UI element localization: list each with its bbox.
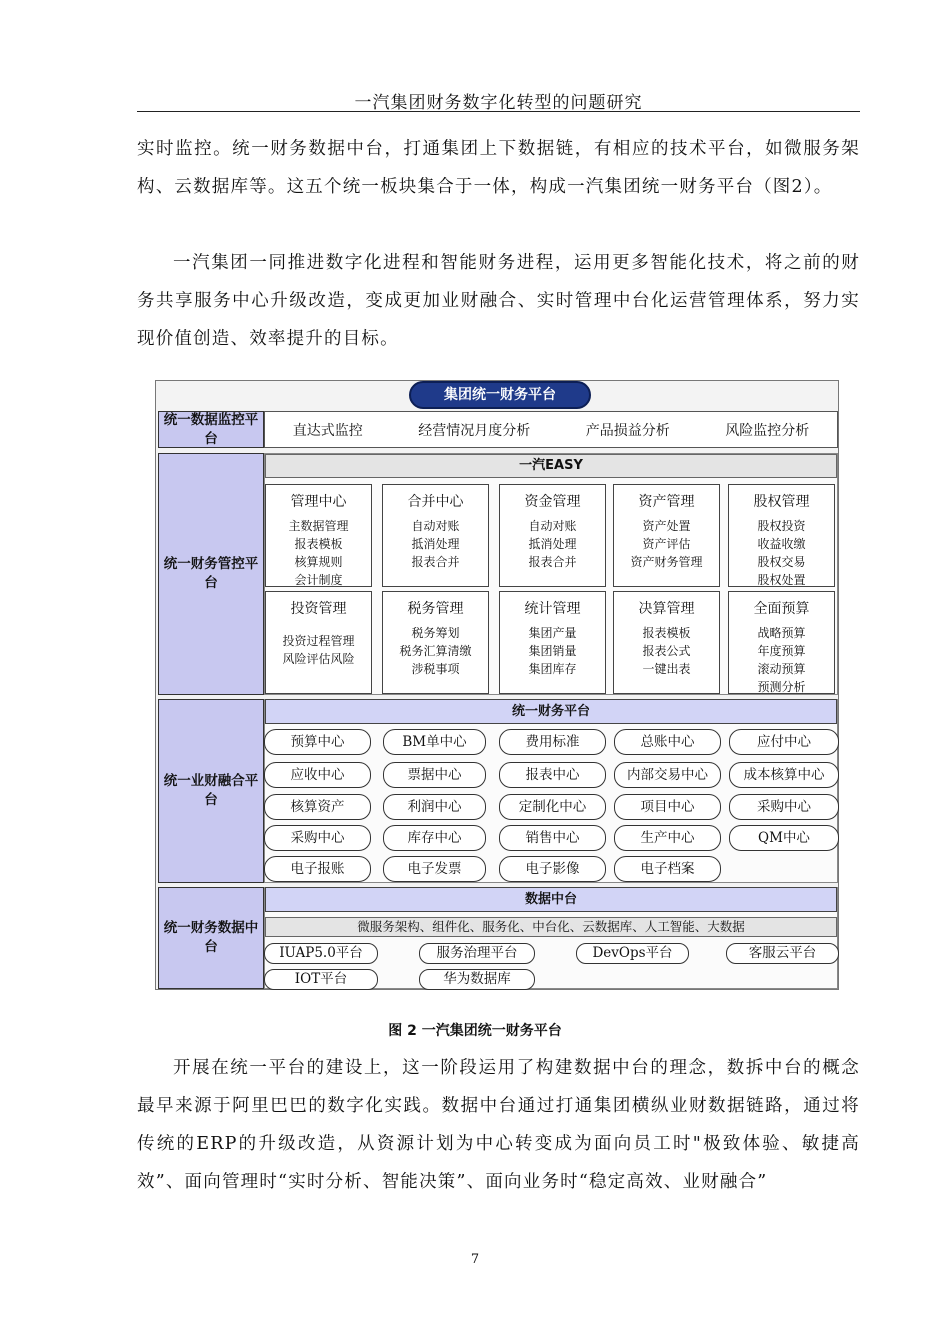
module-item: 报表合并	[411, 555, 460, 569]
module-title: 股权管理	[753, 494, 810, 510]
monitor-item: 产品损益分析	[585, 422, 670, 439]
module-item: 涉税事项	[411, 662, 460, 676]
module-item: 集团产量	[528, 626, 577, 640]
paragraph-2: 一汽集团一同推进数字化进程和智能财务进程，运用更多智能化技术，将之前的财务共享服务中心升级改造，变成更加业财融合、实时管理中台化运营管理体系，努力实现价值创造、效率提升的目标。	[137, 253, 860, 349]
layer-label-control: 统一财务管控平台	[158, 453, 264, 695]
running-header: 一汽集团财务数字化转型的问题研究	[354, 93, 643, 113]
module-card	[613, 591, 720, 694]
layer-label-data: 统一财务数据中台	[158, 887, 264, 989]
center-pill: 电子影像	[499, 856, 606, 882]
center-pill: 销售中心	[499, 825, 606, 851]
layer-label-monitor: 统一数据监控平台	[158, 411, 264, 448]
center-pill: 总账中心	[614, 729, 721, 755]
paragraph-3: 开展在统一平台的建设上，这一阶段运用了构建数据中台的理念，数拆中台的概念最早来源于阿里巴巴的数字化实践。数据中台通过打通集团横纵业财数据链路，通过将传统的ERP的升级改造，从资源计划为中心转变成为面向员工时"极致体验、敏捷高效”、面向管理时“实时分析、智能决策”、面向业务时“稳定高效、业财融合”	[137, 1058, 860, 1192]
module-title: 资金管理	[524, 494, 581, 510]
platform-pill: 客服云平台	[726, 943, 839, 964]
center-pill: 应付中心	[729, 729, 839, 755]
module-card	[382, 484, 489, 587]
platform-pill: 华为数据库	[419, 969, 535, 990]
easy-bar: 一汽EASY	[265, 454, 837, 478]
module-title: 统计管理	[524, 601, 581, 617]
center-pill: 利润中心	[383, 794, 486, 820]
module-card	[499, 484, 606, 587]
platform-pill: DevOps平台	[576, 943, 689, 964]
center-pill: 费用标准	[499, 729, 606, 755]
module-item: 股权处置	[757, 573, 806, 587]
header-rule	[137, 111, 860, 112]
module-item: 自动对账	[528, 519, 577, 533]
module-item: 抵消处理	[411, 537, 460, 551]
center-pill: 采购中心	[729, 794, 839, 820]
module-card	[382, 591, 489, 694]
module-item: 税务筹划	[411, 626, 460, 640]
monitor-items	[264, 411, 838, 448]
center-pill: 核算资产	[264, 794, 371, 820]
center-pill: 库存中心	[383, 825, 486, 851]
figure-platform-diagram	[155, 380, 839, 990]
module-card	[728, 591, 835, 694]
layer-label-fusion: 统一业财融合平台	[158, 699, 264, 883]
module-item: 集团销量	[528, 644, 577, 658]
center-pill: 项目中心	[614, 794, 721, 820]
module-card	[265, 484, 372, 587]
module-title: 管理中心	[290, 494, 347, 510]
fusion-bar: 统一财务平台	[265, 699, 837, 724]
center-pill: 内部交易中心	[614, 762, 721, 788]
module-item: 股权投资	[757, 519, 806, 533]
platform-pill: 服务治理平台	[419, 943, 535, 964]
module-card	[728, 484, 835, 587]
module-item: 资产财务管理	[630, 555, 703, 569]
module-item: 预测分析	[757, 680, 806, 694]
module-item: 抵消处理	[528, 537, 577, 551]
module-item: 主数据管理	[288, 519, 349, 533]
module-item: 报表公式	[642, 644, 691, 658]
module-item: 税务汇算清缴	[399, 644, 472, 658]
module-title: 资产管理	[638, 494, 695, 510]
center-pill: 定制化中心	[499, 794, 606, 820]
module-item: 报表模板	[642, 626, 691, 640]
center-pill: 电子发票	[383, 856, 486, 882]
module-item: 报表合并	[528, 555, 577, 569]
paragraph-1: 实时监控。统一财务数据中台，打通集团上下数据链，有相应的技术平台，如微服务架构、云数据库等。这五个统一板块集合于一体，构成一汽集团统一财务平台（图2）。	[137, 139, 860, 197]
tech-stack-bar: 微服务架构、组件化、服务化、中台化、云数据库、人工智能、大数据	[265, 917, 837, 937]
module-card	[613, 484, 720, 587]
module-item: 自动对账	[411, 519, 460, 533]
module-title: 合并中心	[407, 494, 464, 510]
module-item: 收益收缴	[757, 537, 806, 551]
module-card	[265, 591, 372, 694]
center-pill: 成本核算中心	[729, 762, 839, 788]
center-pill: 票据中心	[383, 762, 486, 788]
module-item: 滚动预算	[757, 662, 806, 676]
platform-pill: IOT平台	[264, 969, 378, 990]
platform-title: 集团统一财务平台	[409, 381, 591, 409]
module-item: 年度预算	[757, 644, 806, 658]
module-title: 税务管理	[407, 601, 464, 617]
center-pill: 生产中心	[614, 825, 721, 851]
module-item: 报表模板	[294, 537, 343, 551]
module-item: 集团库存	[528, 662, 577, 676]
center-pill: 电子档案	[614, 856, 721, 882]
center-pill: QM中心	[729, 825, 839, 851]
module-card	[499, 591, 606, 694]
figure-caption: 图 2 一汽集团统一财务平台	[388, 1023, 562, 1039]
center-pill: 预算中心	[264, 729, 371, 755]
module-item: 资产处置	[642, 519, 691, 533]
monitor-item: 风险监控分析	[725, 422, 810, 439]
module-title: 投资管理	[290, 601, 347, 617]
module-item: 一键出表	[642, 662, 691, 676]
data-bar: 数据中台	[265, 887, 837, 912]
module-title: 全面预算	[753, 601, 810, 617]
monitor-item: 经营情况月度分析	[418, 422, 531, 439]
center-pill: 采购中心	[264, 825, 371, 851]
monitor-item: 直达式监控	[292, 422, 363, 439]
module-item: 会计制度	[294, 573, 343, 587]
module-item: 风险评估风险	[282, 652, 355, 666]
center-pill: 电子报账	[264, 856, 371, 882]
module-item: 投资过程管理	[282, 634, 355, 648]
module-item: 战略预算	[757, 626, 806, 640]
center-pill: BM单中心	[383, 729, 486, 755]
center-pill: 报表中心	[499, 762, 606, 788]
module-item: 股权交易	[757, 555, 806, 569]
platform-pill: IUAP5.0平台	[264, 943, 378, 964]
module-item: 核算规则	[294, 555, 343, 569]
module-item: 资产评估	[642, 537, 691, 551]
page-number: 7	[470, 1252, 480, 1267]
center-pill: 应收中心	[264, 762, 371, 788]
module-title: 决算管理	[638, 601, 695, 617]
